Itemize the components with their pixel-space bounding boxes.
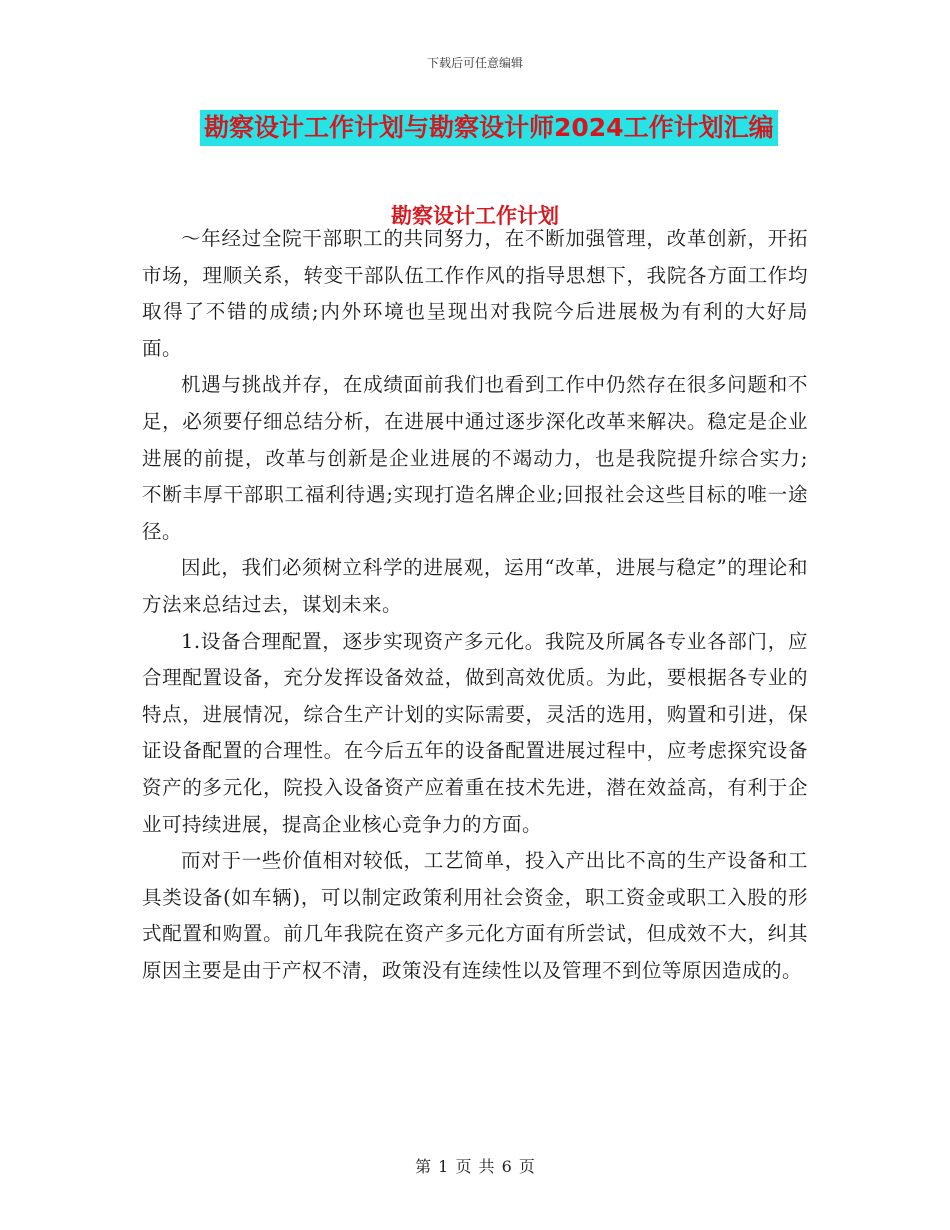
page-number: 第 1 页 共 6 页 [415, 1157, 535, 1176]
header-note: 下载后可任意编辑 [426, 56, 523, 70]
body-text [142, 221, 808, 989]
section-title: 勘察设计工作计划 [391, 204, 559, 228]
paragraph: 1.设备合理配置，逐步实现资产多元化。我院及所属各专业各部门，应合理配置设备，充分发挥设备效益，做到高效优质。为此，要根据各专业的特点，进展情况，综合生产计划的实际需要，灵活的选用，购置和引进，保证设备配置的合理性。在今后五年的设备配置进展过程中，应考虑探究设备资产的多元化，院投入设备资产应着重在技术先进，潜在效益高，有利于企业可持续进展，提高企业核心竞争力的方面。 [142, 629, 808, 836]
paragraph: 而对于一些价值相对较低，工艺简单，投入产出比不高的生产设备和工具类设备(如车辆)，可以制定政策利用社会资金，职工资金或职工入股的形式配置和购置。前几年我院在资产多元化方面有所尝试，但成效不大，纠其原因主要是由于产权不清，政策没有连续性以及管理不到位等原因造成的。 [142, 849, 808, 982]
paragraph: 因此，我们必须树立科学的进展观，运用“改革，进展与稳定”的理论和方法来总结过去，谋划未来。 [142, 556, 808, 616]
paragraph: ～年经过全院干部职工的共同努力，在不断加强管理，改革创新，开拓市场，理顺关系，转变干部队伍工作作风的指导思想下，我院各方面工作均取得了不错的成绩;内外环境也呈现出对我院今后进展极为有利的大好局面。 [142, 227, 808, 360]
paragraph: 机遇与挑战并存，在成绩面前我们也看到工作中仍然存在很多问题和不足，必须要仔细总结分析，在进展中通过逐步深化改革来解决。稳定是企业进展的前提，改革与创新是企业进展的不竭动力，也是我院提升综合实力;不断丰厚干部职工福利待遇;实现打造名牌企业;回报社会这些目标的唯一途径。 [142, 373, 808, 543]
document-title: 勘察设计工作计划与勘察设计师2024工作计划汇编 [200, 110, 778, 146]
